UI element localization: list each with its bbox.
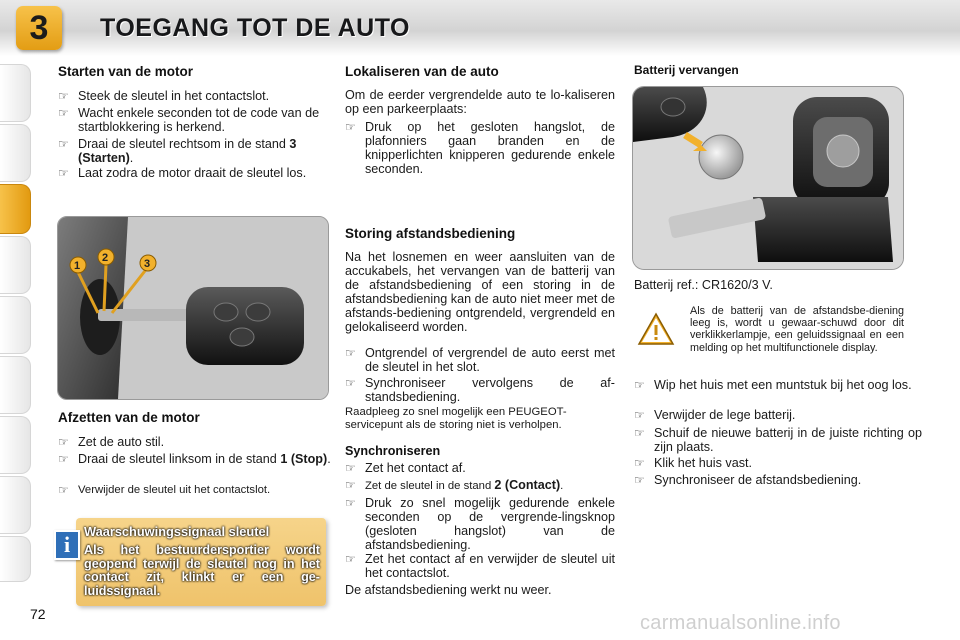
pointing-hand-icon: ☞ [58, 452, 69, 466]
pointing-hand-icon: ☞ [58, 106, 69, 120]
page-number: 72 [30, 606, 46, 622]
battery-heading: Batterij vervangen [634, 63, 739, 77]
list-item: ☞ Zet de auto stil. [58, 435, 165, 449]
list-item: ☞ Zet het contact af en verwijder de sleutel uit het contactslot. [345, 552, 615, 580]
pointing-hand-icon: ☞ [58, 435, 69, 449]
list-item: ☞ Wip het huis met een muntstuk bij het oog los. [634, 378, 912, 392]
chapter-tab-7[interactable] [0, 416, 31, 474]
pointing-hand-icon: ☞ [345, 478, 356, 492]
chapter-tab-6[interactable] [0, 356, 31, 414]
pointing-hand-icon: ☞ [58, 483, 69, 497]
list-item: ☞ Synchroniseer vervolgens de af-standsbediening. [345, 376, 615, 404]
chapter-number-badge: 3 [16, 6, 62, 50]
chapter-tab-4[interactable] [0, 236, 31, 294]
fault-note: Raadpleeg zo snel mogelijk een PEUGEOT-servicepunt als de storing niet is verholpen. [345, 406, 567, 431]
pointing-hand-icon: ☞ [345, 552, 356, 566]
pointing-hand-icon: ☞ [345, 120, 356, 134]
pointing-hand-icon: ☞ [634, 426, 645, 440]
photo-label-1: 1 [74, 260, 81, 272]
list-item: ☞ Verwijder de sleutel uit het contactslot. [58, 483, 271, 497]
list-item: ☞ Synchroniseer de afstandsbediening. [634, 473, 862, 487]
pointing-hand-icon: ☞ [58, 89, 69, 103]
photo-label-2: 2 [102, 252, 109, 264]
list-item: ☞ Druk zo snel mogelijk gedurende enkele seconden op de vergrende-lingsknop (gesloten hangslot) van de afstandsbediening. [345, 496, 615, 552]
locate-heading: Lokaliseren van de auto [345, 64, 499, 79]
sync-footer: De afstandsbediening werkt nu weer. [345, 583, 552, 597]
chapter-tab-2[interactable] [0, 124, 31, 182]
chapter-tab-8[interactable] [0, 476, 31, 534]
list-item: ☞ Draai de sleutel rechtsom in de stand 3 (Starten). [58, 137, 297, 165]
remote-battery-photo [632, 86, 904, 270]
chapter-tab-3-active[interactable] [0, 184, 31, 234]
info-box-title: Waarschuwingssignaal sleutel [84, 524, 270, 539]
pointing-hand-icon: ☞ [345, 461, 356, 475]
fault-text: Na het losnemen en weer aansluiten van de accukabels, het vervangen van de batterij van de afstandsbediening of een storing in de afstandsbediening kan de auto niet meer met de afstands-bediening ontgrendeld, vergrendeld en gelokaliseerd worden. [345, 250, 615, 334]
list-item: ☞ Klik het huis vast. [634, 456, 752, 470]
list-item: ☞ Verwijder de lege batterij. [634, 408, 796, 422]
info-icon: i [54, 530, 80, 560]
list-item: ☞ Zet de sleutel in de stand 2 (Contact). [345, 478, 564, 492]
list-item: ☞ Steek de sleutel in het contactslot. [58, 89, 270, 103]
list-item: ☞ Laat zodra de motor draait de sleutel los. [58, 166, 307, 180]
locate-intro: Om de eerder vergrendelde auto te lo-kaliseren op een parkeerplaats: [345, 88, 615, 116]
chapter-tab-1[interactable] [0, 64, 31, 122]
pointing-hand-icon: ☞ [634, 408, 645, 422]
chapter-tab-5[interactable] [0, 296, 31, 354]
pointing-hand-icon: ☞ [634, 378, 645, 392]
ignition-key-photo [57, 216, 329, 400]
sync-heading: Synchroniseren [345, 444, 441, 458]
battery-illustration [633, 87, 903, 269]
chapter-title: TOEGANG TOT DE AUTO [100, 14, 410, 42]
fault-heading: Storing afstandsbediening [345, 226, 516, 241]
pointing-hand-icon: ☞ [345, 496, 356, 510]
watermark: carmanualsonline.info [640, 612, 841, 634]
pointing-hand-icon: ☞ [58, 137, 69, 151]
start-heading: Starten van de motor [58, 64, 194, 79]
battery-ref: Batterij ref.: CR1620/3 V. [634, 278, 773, 292]
pointing-hand-icon: ☞ [634, 473, 645, 487]
chapter-tab-9[interactable] [0, 536, 31, 582]
pointing-hand-icon: ☞ [345, 376, 356, 390]
ignition-illustration [58, 217, 328, 399]
battery-warning: Als de batterij van de afstandsbe-diening leeg is, wordt u gewaar-schuwd door dit verklikkerlampje, een geluidssignaal en een melding op het multifunctionele display. [690, 305, 904, 354]
photo-label-3: 3 [144, 258, 151, 270]
pointing-hand-icon: ☞ [58, 166, 69, 180]
list-item: ☞ Wacht enkele seconden tot de code van de startblokkering is herkend. [58, 106, 320, 134]
list-item: ☞ Zet het contact af. [345, 461, 466, 475]
pointing-hand-icon: ☞ [634, 456, 645, 470]
stop-heading: Afzetten van de motor [58, 410, 200, 425]
list-item: ☞ Draai de sleutel linksom in de stand 1 (Stop). [58, 452, 331, 466]
info-box-text: Als het bestuurdersportier wordt geopend terwijl de sleutel nog in het contact zit, klinkt er een ge-luidssignaal. [84, 543, 320, 598]
pointing-hand-icon: ☞ [345, 346, 356, 360]
warning-triangle-icon [636, 311, 676, 347]
list-item: ☞ Schuif de nieuwe batterij in de juiste richting op zijn plaats. [634, 426, 922, 454]
list-item: ☞ Druk op het gesloten hangslot, de plafonniers gaan branden en de knipperlichten knipperen gedurende enkele seconden. [345, 120, 615, 176]
list-item: ☞ Ontgrendel of vergrendel de auto eerst met de sleutel in het slot. [345, 346, 615, 374]
